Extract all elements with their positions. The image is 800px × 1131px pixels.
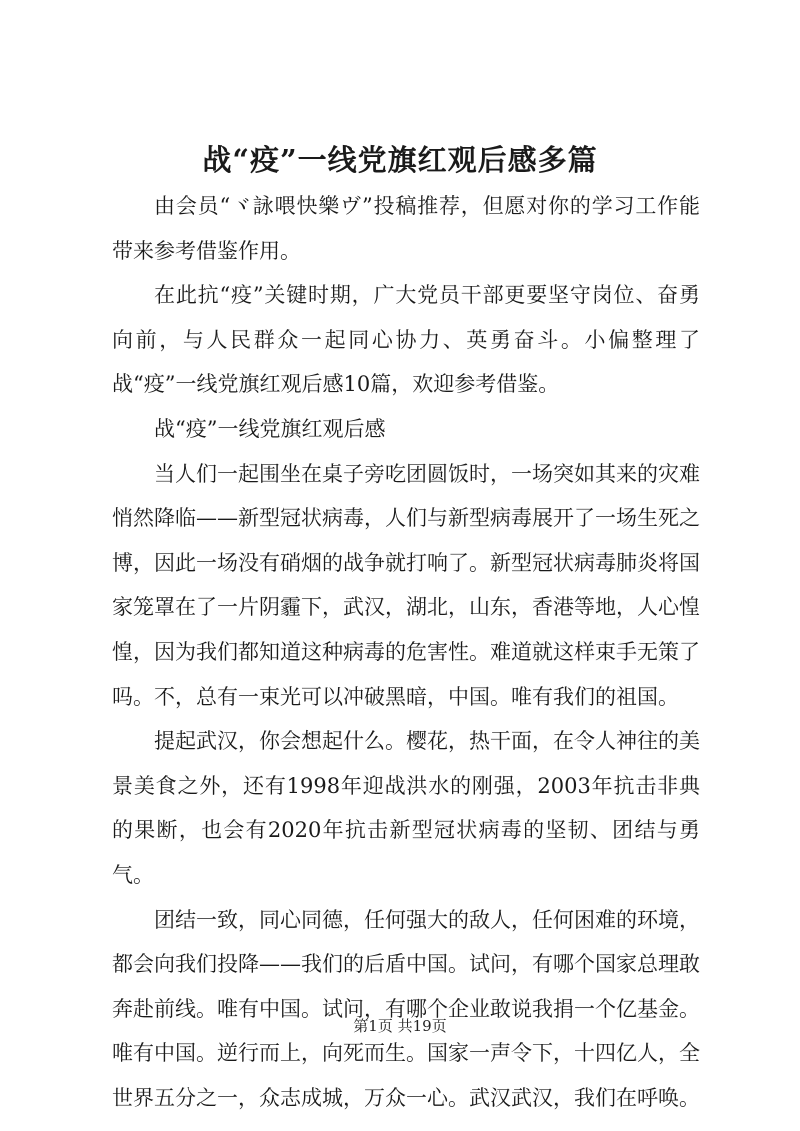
document-title: 战“疫”一线党旗红观后感多篇 xyxy=(202,143,598,177)
page-number-footer: 第1页 共19页 xyxy=(353,1017,447,1035)
paragraph-submission-note: 由会员“ヾ詠喂快樂ヴ”投稿推荐，但愿对你的学习工作能带来参考借鉴作用。 xyxy=(112,194,700,263)
paragraph-body-2: 提起武汉，你会想起什么。樱花，热干面，在令人神往的美景美食之外，还有1998年迎战洪水的刚强，2003年抗击非典的果断，也会有2020年抗击新型冠状病毒的坚韧、团结与勇气。 xyxy=(112,729,700,887)
document-body xyxy=(112,184,700,1120)
paragraph-body-1: 当人们一起围坐在桌子旁吃团圆饭时，一场突如其来的灾难悄然降临——新型冠状病毒，人们与新型病毒展开了一场生死之博，因此一场没有硝烟的战争就打响了。新型冠状病毒肺炎将国家笼罩在了一片阴霾下，武汉，湖北，山东，香港等地，人心惶惶，因为我们都知道这种病毒的危害性。难道就这样束手无策了吗。不，总有一束光可以冲破黑暗，中国。唯有我们的祖国。 xyxy=(112,461,700,709)
paragraph-intro: 在此抗“疫”关键时期，广大党员干部更要坚守岗位、奋勇向前，与人民群众一起同心协力、英勇奋斗。小偏整理了战“疫”一线党旗红观后感10篇，欢迎参考借鉴。 xyxy=(112,283,700,397)
paragraph-body-3: 团结一致，同心同德，任何强大的敌人，任何困难的环境，都会向我们投降——我们的后盾中国。试问，有哪个国家总理敢奔赴前线。唯有中国。试问，有哪个企业敢说我捐一个亿基金。唯有中国。逆行而上，向死而生。国家一声令下，十四亿人，全世界五分之一，众志成城，万众一心。武汉武汉，我们在呼唤。 xyxy=(112,907,700,1110)
section-heading: 战“疫”一线党旗红观后感 xyxy=(154,416,386,441)
